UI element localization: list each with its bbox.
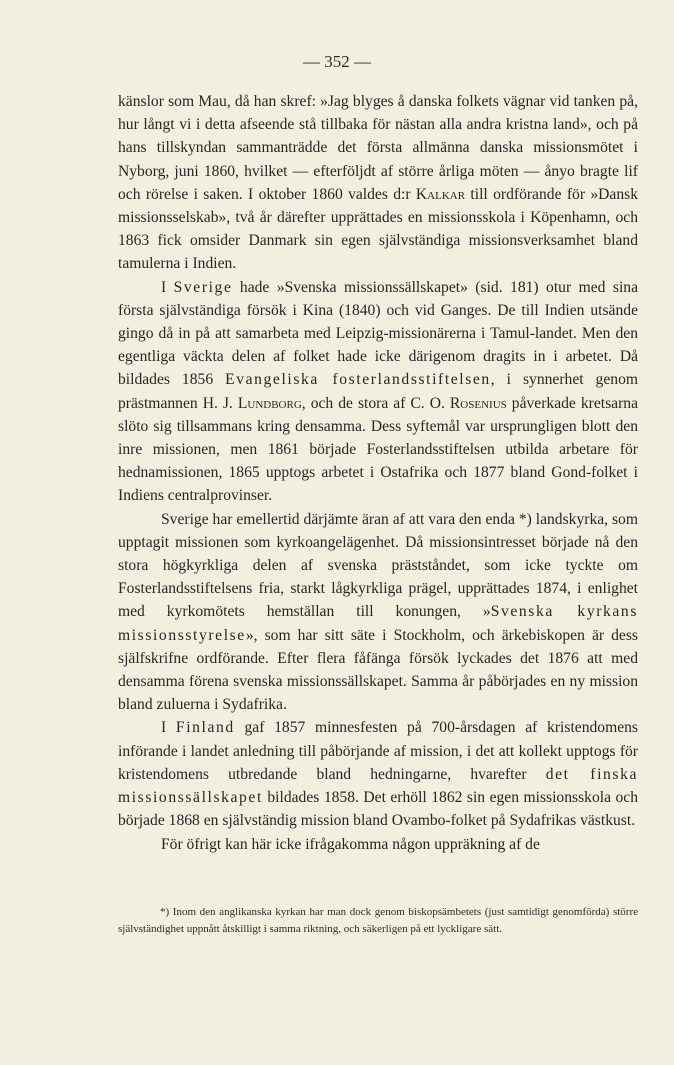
text-segment: Kalkar [415, 185, 466, 203]
text-segment: påverkade kretsarna slöto sig tillsammans kring densamma. Dess syftemål var ursprungligen blott den inre missionen, men 1861 började Fosterlandsstiftelsen utbilda arbetare för hednamissionen, 1865 upptogs arbetet i Ostafrika och 1877 bland Gond-folket i Indiens centralprovinser. [118, 394, 639, 505]
text-segment: bildades 1858. Det erhöll 1862 sin egen missionsskola och började 1868 en självständig mission bland Ovambo-folket på Sydafrikas västkust. [118, 789, 638, 830]
text-segment: det finska missionssällskapet [118, 765, 638, 807]
paragraph-1 [118, 90, 638, 276]
text-segment: Lundborg [237, 394, 302, 412]
text-segment: känslor som Mau, då han skref: »Jag blyges å danska folkets vägnar vid tanken på, hur långt vi i detta afseende stå tillbaka för nästan alla andra kristna land», och på hans tillskyndan sammanträdde det första allmänna danska missionsmötet i Nyborg, juni 1860, hvilket — efterföljdt af större årliga möten — ånyo bragte lif och rörelse i saken. I oktober 1860 valdes d:r [118, 93, 638, 203]
text-segment: », som har sitt säte i Stockholm, och ärkebiskopen är dess själfskrifne ordförande. Efter flera fåfänga försök lyckades det 1876 att med densamma förena svenska missionssällskapet. Samma år påbörjades en ny mission bland zuluerna i Sydafrika. [118, 626, 638, 714]
footnote-mark: *) [160, 906, 170, 918]
footnote [118, 904, 638, 937]
body-text [118, 90, 638, 856]
text-segment: I [161, 278, 174, 296]
text-segment: Svenska kyrkans missionsstyrelse [118, 603, 638, 644]
text-segment: I [161, 719, 176, 737]
text-segment: till ordförande för »Dansk missionsselskab», två år därefter upprättades en missionsskola i Köpenhamn, och 1863 fick omsider Danmark sin egen självständiga missionsverksamhet bland tamulerna i Indien. [118, 185, 639, 273]
text-segment: Rosenius [449, 394, 507, 412]
text-segment: Finland [175, 719, 235, 737]
paragraph-4 [118, 716, 638, 832]
text-segment: Evangeliska fosterlandsstiftelsen [225, 371, 491, 389]
text-segment: , i synnerhet genom prästmannen H. J. [118, 371, 638, 412]
page-number: — 352 — [303, 52, 371, 71]
text-segment: hade »Svenska missionssällskapet» (sid. 181) otur med sina första självständiga försök i Kina (1840) och vid Ganges. De till Indien utsände gingo då in på att samarbeta med Leipzig-missionärerna i Tamul-landet. Men den egentliga väckta delen af folket hade icke därigenom dragits in i arbetet. Då bildades 1856 [118, 278, 638, 389]
paragraph-5 [118, 833, 638, 856]
paragraph-3 [118, 508, 638, 717]
text-segment: För öfrigt kan här icke ifrågakomma någon uppräkning af de [161, 835, 540, 853]
footnote-text: Inom den anglikanska kyrkan har man dock genom biskopsämbetets (just samtidigt genomförda) större självständighet uppnått åtskilligt i samma riktning, och säkerligen på ett lyckligare sätt. [118, 906, 638, 935]
text-segment: , och de stora af C. O. [301, 394, 450, 412]
text-segment: gaf 1857 minnesfesten på 700-årsdagen af kristendomens införande i landet anledning till påbörjande af mission, i det att kollekt upptogs för kristendomens utbredande bland hedningarne, hvarefter [118, 719, 638, 783]
text-segment: Sverige har emellertid därjämte äran af att vara den enda *) landskyrka, som upptagit missionen som kyrkoangelägenhet. Då missionsintresset började nå den stora högkyrkliga delen af svenska prästståndet, som icke tyckte om Fosterlandsstiftelsens fria, starkt lågkyrkliga prägel, upprättades 1874, i enlighet med kyrkomötets hemställan till konungen, » [118, 510, 638, 621]
text-segment: Sverige [173, 278, 233, 296]
paragraph-2 [118, 276, 638, 508]
